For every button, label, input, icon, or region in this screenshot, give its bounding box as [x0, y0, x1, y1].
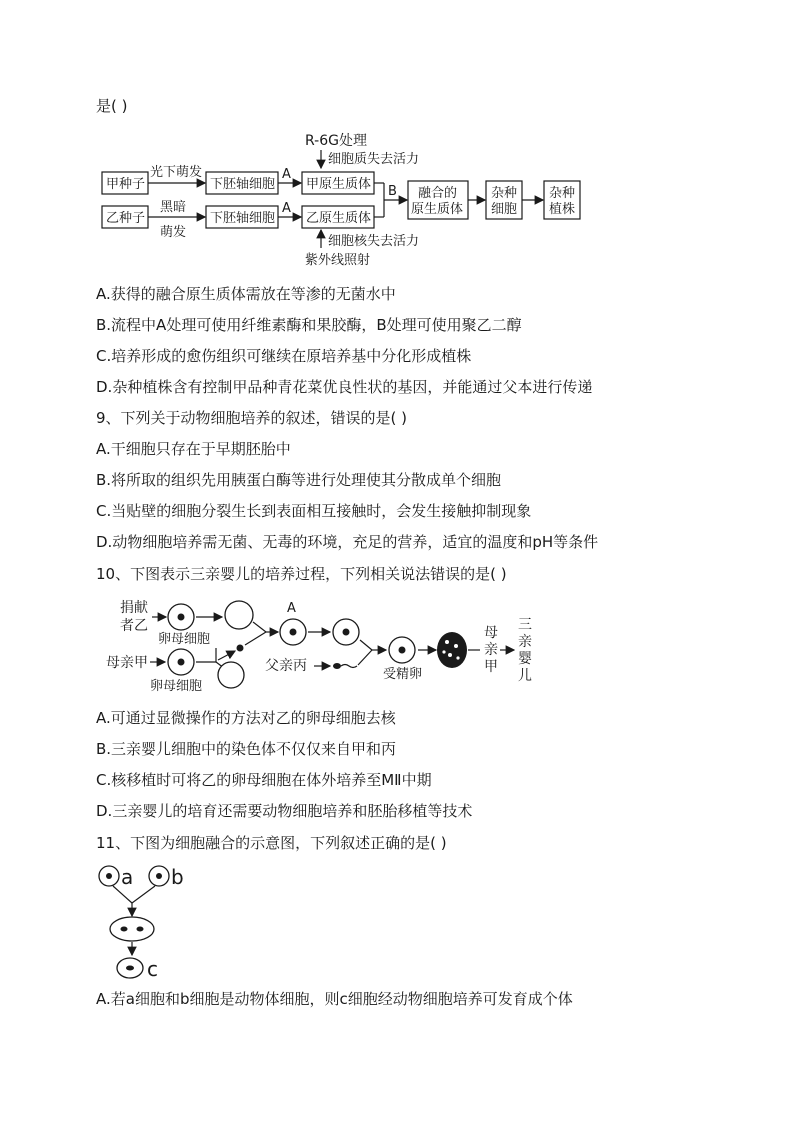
label-germinate-light: 光下萌发 — [150, 165, 203, 180]
label-mother-v2: 亲 — [484, 642, 498, 658]
label-a: a — [121, 865, 134, 889]
label-seed-a: 甲种子 — [106, 177, 146, 192]
label-mother-v1: 母 — [484, 625, 498, 641]
q10-option-d: D.三亲婴儿的培育还需要动物细胞培养和胚胎移植等技术 — [96, 802, 473, 820]
label-oocyte-1: 卵母细胞 — [158, 632, 211, 647]
label-mother-a: 母亲甲 — [106, 655, 148, 671]
q8-option-b: B.流程中A处理可使用纤维素酶和果胶酶，B处理可使用聚乙二醇 — [96, 316, 522, 334]
q10-stem: 10、下图表示三亲婴儿的培养过程，下列相关说法错误的是( ) — [96, 565, 507, 583]
label-hypocotyl-a: 下胚轴细胞 — [210, 177, 276, 192]
q9-option-a: A.干细胞只存在于早期胚胎中 — [96, 440, 291, 458]
label-r6g: R-6G处理 — [305, 133, 367, 149]
q8-stem-tail: 是( ) — [96, 97, 128, 115]
label-germinate-dark-2: 萌发 — [160, 225, 187, 240]
cell-fused — [110, 917, 154, 941]
q10-option-c: C.核移植时可将乙的卵母细胞在体外培养至MⅡ中期 — [96, 771, 432, 789]
label-c: c — [147, 957, 158, 981]
q8-option-c: C.培养形成的愈伤组织可继续在原培养基中分化形成植株 — [96, 347, 472, 365]
q9-option-c: C.当贴壁的细胞分裂生长到表面相互接触时，会发生接触抑制现象 — [96, 502, 532, 520]
label-germinate-dark-1: 黑暗 — [160, 200, 187, 215]
label-step-a: A — [287, 601, 296, 616]
label-fused-2: 原生质体 — [411, 202, 464, 217]
label-fertilized-egg: 受精卵 — [383, 667, 423, 682]
label-nucleus-inactive: 细胞核失去活力 — [328, 234, 420, 249]
label-protoplast-a: 甲原生质体 — [306, 177, 372, 192]
q9-option-d: D.动物细胞培养需无菌、无毒的环境，充足的营养，适宜的温度和pH等条件 — [96, 533, 599, 551]
q9-option-b: B.将所取的组织先用胰蛋白酶等进行处理使其分散成单个细胞 — [96, 471, 502, 489]
label-baby-v1: 三 — [518, 617, 532, 633]
label-b: b — [171, 865, 184, 889]
label-donor-2: 者乙 — [120, 618, 148, 634]
label-baby-v3: 婴 — [518, 651, 532, 667]
q8-option-a: A.获得的融合原生质体需放在等渗的无菌水中 — [96, 285, 396, 303]
label-protoplast-b: 乙原生质体 — [306, 211, 372, 226]
label-baby-v4: 儿 — [518, 668, 532, 684]
label-mother-v3: 甲 — [484, 659, 498, 675]
label-step-b: B — [388, 184, 397, 199]
label-baby-v2: 亲 — [518, 634, 532, 650]
q11-stem: 11、下图为细胞融合的示意图，下列叙述正确的是( ) — [96, 834, 447, 852]
label-hybrid-plant-1: 杂种 — [549, 186, 576, 201]
q8-option-d: D.杂种植株含有控制甲品种青花菜优良性状的基因，并能通过父本进行传递 — [96, 378, 593, 396]
label-step-a2: A — [282, 201, 291, 216]
q10-option-a: A.可通过显微操作的方法对乙的卵母细胞去核 — [96, 709, 396, 727]
q11-option-a: A.若a细胞和b细胞是动物体细胞，则c细胞经动物细胞培养可发育成个体 — [96, 990, 573, 1008]
label-uv: 紫外线照射 — [305, 253, 371, 268]
label-hybrid-cell-1: 杂种 — [491, 186, 518, 201]
label-step-a1: A — [282, 167, 291, 182]
label-fused-1: 融合的 — [418, 186, 458, 201]
label-donor-1: 捐献 — [120, 600, 148, 616]
q10-option-b: B.三亲婴儿细胞中的染色体不仅仅来自甲和丙 — [96, 740, 397, 758]
label-hypocotyl-b: 下胚轴细胞 — [210, 211, 276, 226]
label-oocyte-2: 卵母细胞 — [150, 679, 203, 694]
label-father-c: 父亲丙 — [265, 658, 307, 674]
label-hybrid-plant-2: 植株 — [549, 202, 576, 217]
label-seed-b: 乙种子 — [106, 211, 146, 226]
q9-stem: 9、下列关于动物细胞培养的叙述，错误的是( ) — [96, 409, 408, 427]
label-hybrid-cell-2: 细胞 — [491, 202, 518, 217]
label-cytoplasm-inactive: 细胞质失去活力 — [328, 152, 420, 167]
